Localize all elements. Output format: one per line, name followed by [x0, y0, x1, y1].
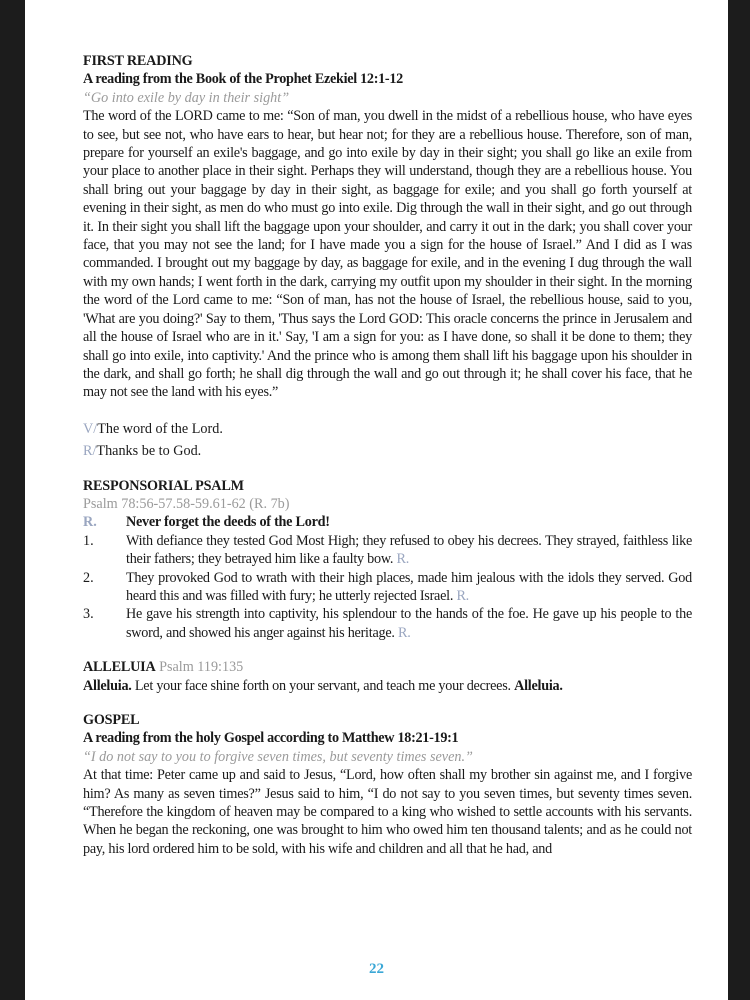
psalm-heading: RESPONSORIAL PSALM: [83, 477, 244, 494]
verse-text: He gave his strength into captivity, his splendour to the hands of the foe. He gave up his people to the sword, and showed his anger against his heritage. R.: [126, 606, 692, 641]
first-reading-text: The word of the LORD came to me: “Son of man, you dwell in the midst of a rebellious house, who have eyes to see, but see not, who have ears to hear, but hear not; for they are a rebellious house. Therefore, son of man, prepare for yourself an exile's baggage, and go into exile by day in their sight; you shall go like an exile from your place to another place in their sight. Perhaps they will understand, though they are a rebellious house. You shall bring out your baggage by day in their sight, as baggage for exile; and you shall go forth yourself at evening in their sight, as men do who must go into exile. Dig through the wall in their sight, and go out through it. In their sight you shall lift the baggage upon your shoulder, and carry it out in the dark; you shall cover your face, that you may not see the land; for I have made you a sign for the house of Israel.” And I did as I was commanded. I brought out my baggage by day, as baggage for exile, and in the evening I dug through the wall with my own hands; I went forth in the dark, carrying my outfit upon my shoulder in their sight. In the morning the word of the Lord came to me: “Son of man, has not the house of Israel, the rebellious house, said to you, 'What are you doing?' Say to them, 'Thus says the Lord GOD: This oracle concerns the prince in Jerusalem and all the house of Israel who are in it.' Say, 'I am a sign for you: as I have done, so shall it be done to them; they shall go into exile, into captivity.' And the prince who is among them shall lift his baggage upon his shoulder in the dark, and shall go forth; he shall dig through the wall and go out through it; he shall cover his face, that he may not see the land with his eyes.”: [83, 108, 692, 401]
gospel-title: A reading from the holy Gospel according to Matthew 18:21-19:1: [83, 730, 459, 747]
r-marker: R.: [396, 551, 410, 568]
psalm-verse: [83, 605, 692, 642]
alleluia-word-end: Alleluia.: [514, 677, 563, 694]
psalm-verse: [83, 532, 692, 569]
verse-number: 2.: [83, 569, 94, 586]
alleluia-verse: [83, 677, 692, 695]
gospel-text: At that time: Peter came up and said to Jesus, “Lord, how often shall my brother sin against me, and I forgive him? As many as seven times?” Jesus said to him, “I do not say to you seven times, but seventy times seven. “Therefore the kingdom of heaven may be compared to a king who wished to settle accounts with his servants. When he began the reckoning, one was brought to him who owed him ten thousand talents; and as he could not pay, his lord ordered him to be sold, with his wife and children and all that he had, and: [83, 767, 692, 857]
response-text: Thanks be to God.: [96, 443, 202, 460]
gospel-heading: GOSPEL: [83, 712, 140, 728]
page: [25, 0, 728, 1000]
alleluia-word-start: Alleluia.: [83, 677, 132, 694]
alleluia-heading: ALLELUIA: [83, 659, 156, 676]
gospel-antiphon: “I do not say to you to forgive seven times, but seventy times seven.”: [83, 748, 473, 765]
r-marker: R.: [456, 587, 469, 604]
r-marker: R.: [397, 624, 411, 641]
response-mark: R/: [83, 443, 97, 460]
verse-text: They provoked God to wrath with their high places, made him jealous with the idols they served. God heard this and was filled with fury; he utterly rejected Israel. R.: [126, 569, 692, 604]
psalm-reference: Psalm 78:56-57.58-59.61-62 (R. 7b): [83, 495, 290, 512]
first-reading-heading: FIRST READING: [83, 53, 193, 69]
versicle-text: The word of the Lord.: [97, 420, 223, 437]
alleluia-text: Let your face shine forth on your servant, and teach me your decrees.: [131, 677, 515, 694]
psalm-refrain: [83, 513, 692, 531]
verse-number: 3.: [83, 606, 94, 623]
response-line: [83, 442, 692, 460]
alleluia-reference: Psalm 119:135: [159, 659, 244, 676]
page-number: 22: [369, 961, 384, 977]
refrain-mark: R.: [83, 514, 97, 531]
first-reading-antiphon: “Go into exile by day in their sight”: [83, 89, 290, 106]
versicle-mark: V/: [83, 420, 98, 437]
versicle-line: [83, 420, 692, 438]
verse-text: With defiance they tested God Most High; they refused to obey his decrees. They strayed, faithless like their fathers; they betrayed him like a faulty bow. R.: [126, 532, 692, 568]
verse-number: 1.: [83, 532, 94, 549]
psalm-verse: [83, 569, 692, 606]
refrain-text: Never forget the deeds of the Lord!: [126, 514, 330, 531]
first-reading-title: A reading from the Book of the Prophet Ezekiel 12:1-12: [83, 71, 403, 88]
alleluia-heading-line: [83, 658, 692, 676]
readings-content: [83, 52, 692, 858]
